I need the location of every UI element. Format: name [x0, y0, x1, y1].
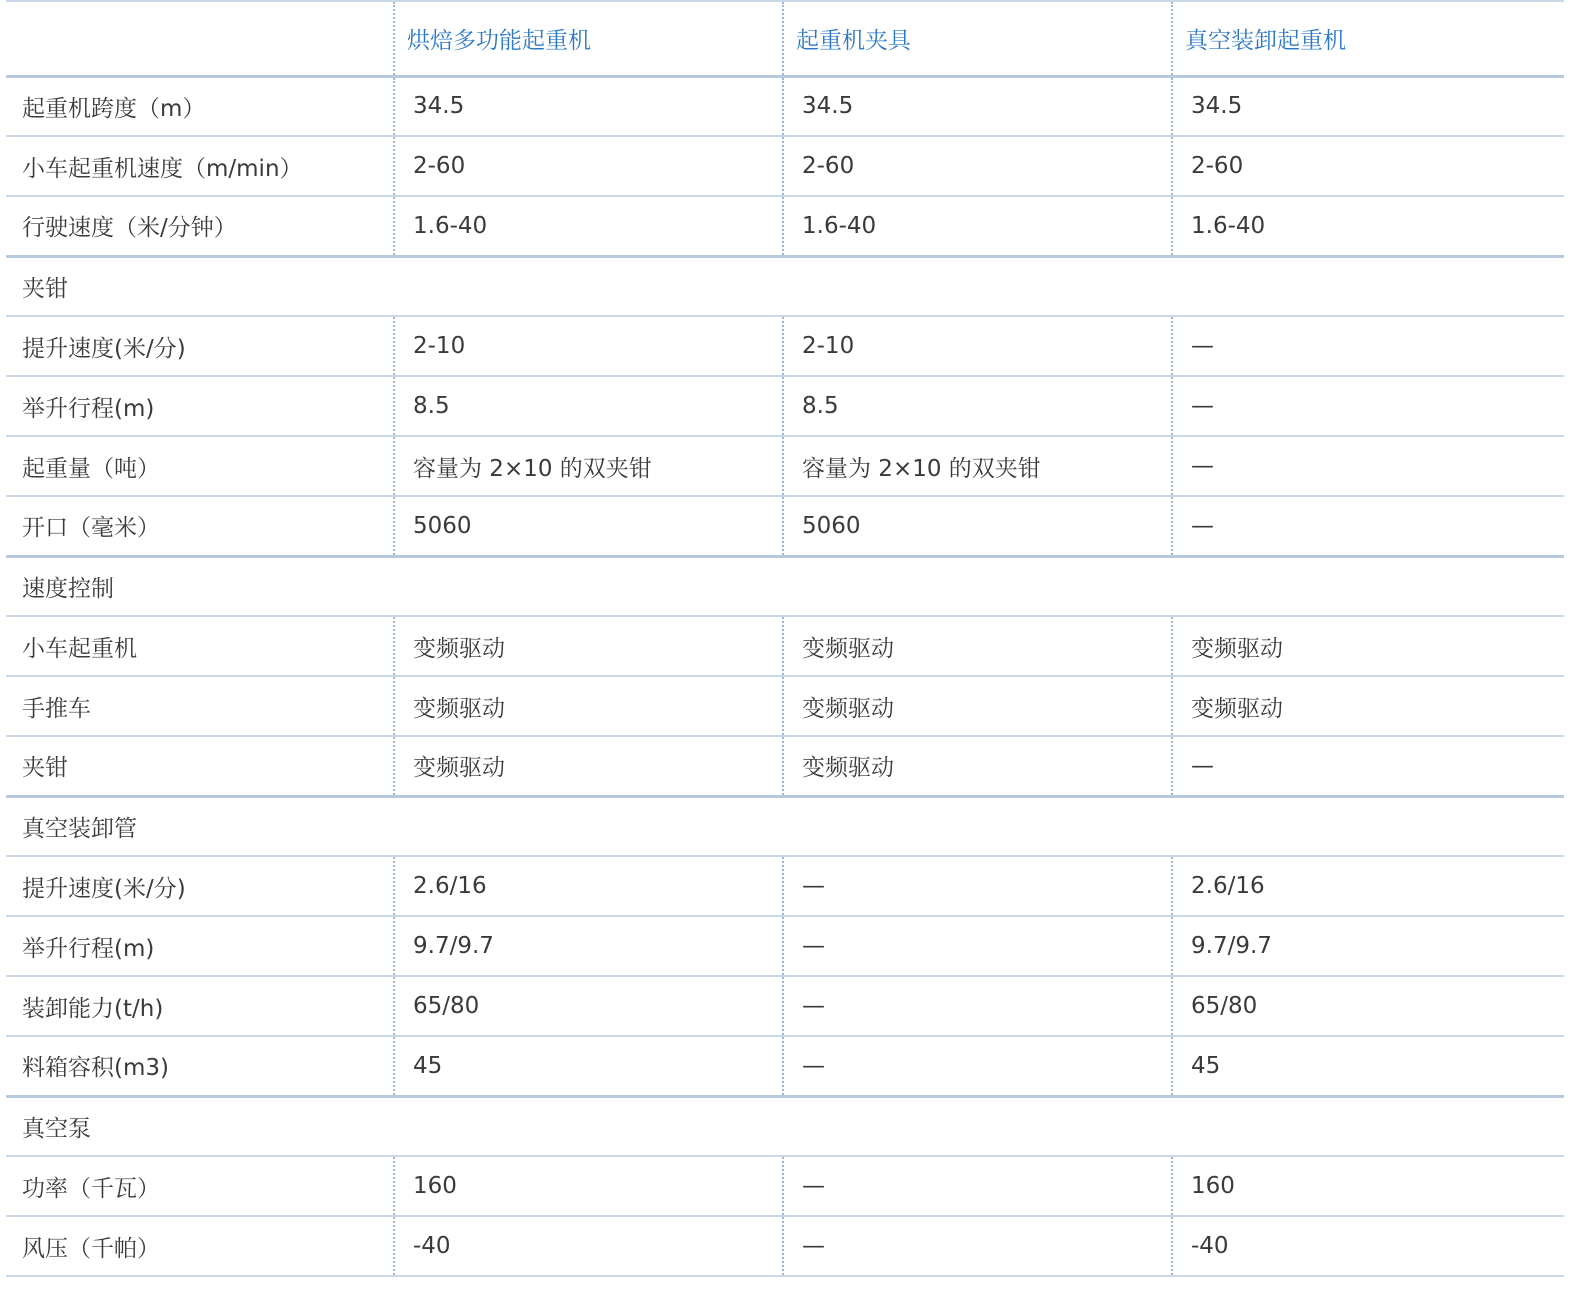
value-cell: 变频驱动	[394, 676, 783, 736]
row-label: 行驶速度（米/分钟）	[6, 196, 394, 256]
row-label: 小车起重机速度（m/min）	[6, 136, 394, 196]
value-cell: 容量为 2×10 的双夹钳	[394, 436, 783, 496]
row-label: 风压（千帕）	[6, 1216, 394, 1276]
row-label: 料箱容积(m3)	[6, 1036, 394, 1096]
spec-table	[6, 0, 1564, 1277]
section-row	[6, 556, 1564, 616]
row-label: 提升速度(米/分)	[6, 856, 394, 916]
value-cell: 1.6-40	[1172, 196, 1564, 256]
table-row	[6, 1156, 1564, 1216]
row-label: 夹钳	[6, 736, 394, 796]
table-row	[6, 976, 1564, 1036]
value-cell: 变频驱动	[783, 676, 1172, 736]
value-cell: 9.7/9.7	[1172, 916, 1564, 976]
section-row	[6, 796, 1564, 856]
value-cell: 65/80	[394, 976, 783, 1036]
value-cell: 变频驱动	[783, 616, 1172, 676]
section-title: 真空泵	[6, 1096, 1564, 1156]
table-body	[6, 76, 1564, 1276]
section-title: 真空装卸管	[6, 796, 1564, 856]
value-cell: 变频驱动	[394, 736, 783, 796]
table-row	[6, 376, 1564, 436]
value-cell: 2-10	[783, 316, 1172, 376]
table-row	[6, 1216, 1564, 1276]
value-cell: 34.5	[1172, 76, 1564, 136]
table-row	[6, 736, 1564, 796]
value-cell: —	[1172, 736, 1564, 796]
section-row	[6, 256, 1564, 316]
value-cell: 2.6/16	[394, 856, 783, 916]
value-cell: —	[1172, 496, 1564, 556]
value-cell: 变频驱动	[783, 736, 1172, 796]
value-cell: —	[783, 976, 1172, 1036]
value-cell: —	[1172, 316, 1564, 376]
row-label: 起重量（吨）	[6, 436, 394, 496]
table-header-row	[6, 1, 1564, 76]
table-row	[6, 856, 1564, 916]
value-cell: —	[783, 916, 1172, 976]
table-row	[6, 316, 1564, 376]
value-cell: 2-60	[783, 136, 1172, 196]
value-cell: —	[1172, 376, 1564, 436]
value-cell: 5060	[783, 496, 1172, 556]
value-cell: 8.5	[394, 376, 783, 436]
value-cell: 变频驱动	[1172, 616, 1564, 676]
row-label: 举升行程(m)	[6, 916, 394, 976]
value-cell: 2-10	[394, 316, 783, 376]
table-row	[6, 1036, 1564, 1096]
row-label: 小车起重机	[6, 616, 394, 676]
value-cell: 2-60	[394, 136, 783, 196]
value-cell: 45	[394, 1036, 783, 1096]
value-cell: —	[1172, 436, 1564, 496]
value-cell: 2.6/16	[1172, 856, 1564, 916]
value-cell: —	[783, 1036, 1172, 1096]
value-cell: 1.6-40	[783, 196, 1172, 256]
value-cell: 65/80	[1172, 976, 1564, 1036]
value-cell: 160	[1172, 1156, 1564, 1216]
value-cell: —	[783, 856, 1172, 916]
table-row	[6, 136, 1564, 196]
value-cell: 变频驱动	[394, 616, 783, 676]
value-cell: 45	[1172, 1036, 1564, 1096]
value-cell: 容量为 2×10 的双夹钳	[783, 436, 1172, 496]
value-cell: —	[783, 1216, 1172, 1276]
table-row	[6, 676, 1564, 736]
row-label: 装卸能力(t/h)	[6, 976, 394, 1036]
value-cell: -40	[1172, 1216, 1564, 1276]
row-label: 起重机跨度（m）	[6, 76, 394, 136]
table-row	[6, 196, 1564, 256]
value-cell: 变频驱动	[1172, 676, 1564, 736]
value-cell: 34.5	[783, 76, 1172, 136]
value-cell: 34.5	[394, 76, 783, 136]
row-label: 举升行程(m)	[6, 376, 394, 436]
value-cell: 160	[394, 1156, 783, 1216]
table-row	[6, 496, 1564, 556]
value-cell: —	[783, 1156, 1172, 1216]
table-row	[6, 916, 1564, 976]
value-cell: 2-60	[1172, 136, 1564, 196]
section-row	[6, 1096, 1564, 1156]
table-row	[6, 616, 1564, 676]
value-cell: 8.5	[783, 376, 1172, 436]
header-cell-crane-clamp: 起重机夹具	[783, 1, 1172, 76]
table-row	[6, 76, 1564, 136]
value-cell: 1.6-40	[394, 196, 783, 256]
header-cell-blank	[6, 1, 394, 76]
table-row	[6, 436, 1564, 496]
section-title: 速度控制	[6, 556, 1564, 616]
section-title: 夹钳	[6, 256, 1564, 316]
row-label: 开口（毫米）	[6, 496, 394, 556]
value-cell: -40	[394, 1216, 783, 1276]
row-label: 功率（千瓦）	[6, 1156, 394, 1216]
header-cell-vacuum-crane: 真空装卸起重机	[1172, 1, 1564, 76]
value-cell: 9.7/9.7	[394, 916, 783, 976]
header-cell-baking-crane: 烘焙多功能起重机	[394, 1, 783, 76]
value-cell: 5060	[394, 496, 783, 556]
row-label: 提升速度(米/分)	[6, 316, 394, 376]
row-label: 手推车	[6, 676, 394, 736]
